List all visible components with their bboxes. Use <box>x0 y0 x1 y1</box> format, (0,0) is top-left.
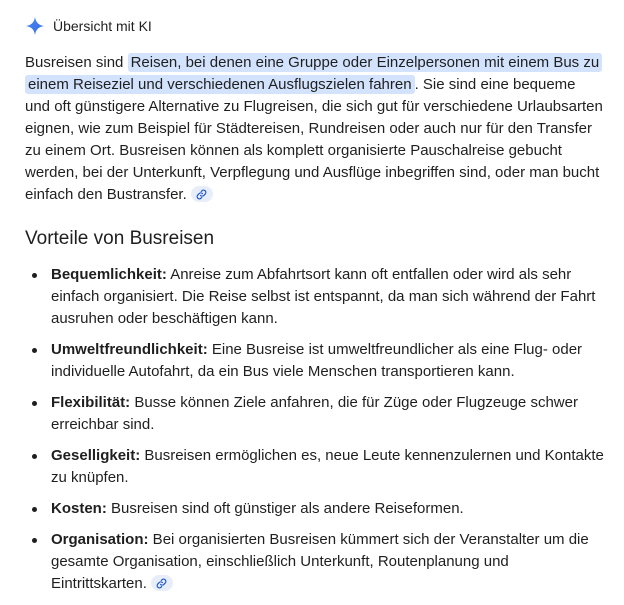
list-item <box>25 445 604 489</box>
item-text: Eine Busreise ist umweltfreundlicher als eine Flug- oder individuelle Autofahrt, da ein Bus viele Menschen transportieren kann. <box>51 341 583 380</box>
link-icon <box>196 189 207 200</box>
item-text: Busreisen sind oft günstiger als andere Reiseformen. <box>106 500 464 517</box>
source-link-chip[interactable] <box>151 575 173 591</box>
bullet-dot <box>32 401 37 406</box>
bullet-dot <box>32 348 37 353</box>
item-text: Busse können Ziele anfahren, die für Züge oder Flugzeuge schwer erreichbar sind. <box>51 394 578 433</box>
list-item <box>25 529 604 595</box>
bullet-dot <box>32 454 37 459</box>
ai-overview-header <box>25 14 604 38</box>
item-term: Kosten: <box>51 500 107 517</box>
item-text: Anreise zum Abfahrtsort kann oft entfallen oder wird als sehr einfach organisiert. Die Reise selbst ist entspannt, da man sich während der Fahrt ausruhen oder beschäftigen kann. <box>51 266 596 327</box>
intro-text-after: . Sie sind eine bequeme und oft günstigere Alternative zu Flugreisen, die sich gut für verschiedene Urlaubsarten eignen, wie zum Beispiel für Städtereisen, Rundreisen oder auch nur für den Transfer zu einem Ort. Busreisen können als komplett organisierte Pauschalreise gebucht werden, bei der Unterkunft, Verpflegung und Ausflüge inbegriffen sind, oder man bucht einfach den Bustransfer. <box>25 76 603 203</box>
item-term: Umweltfreundlichkeit: <box>51 341 208 358</box>
item-term: Bequemlichkeit: <box>51 266 167 283</box>
intro-text-before: Busreisen sind <box>25 54 128 71</box>
gemini-spark-icon <box>25 16 45 36</box>
item-text: Bei organisierten Busreisen kümmert sich der Veranstalter um die gesamte Organisation, einschließlich Unterkunft, Routenplanung und Eintrittskarten. <box>51 531 589 592</box>
list-item <box>25 498 604 520</box>
ai-overview-title: Übersicht mit KI <box>53 18 152 34</box>
bullet-dot <box>32 507 37 512</box>
list-item <box>25 339 604 383</box>
list-item <box>25 392 604 436</box>
item-term: Flexibilität: <box>51 394 131 411</box>
intro-paragraph <box>25 52 604 206</box>
advantages-list <box>25 264 604 595</box>
source-link-chip[interactable] <box>191 186 213 202</box>
section-heading: Vorteile von Busreisen <box>25 228 215 249</box>
list-item <box>25 264 604 330</box>
item-text: Busreisen ermöglichen es, neue Leute kennenzulernen und Kontakte zu knüpfen. <box>51 447 604 486</box>
bullet-dot <box>32 273 37 278</box>
item-term: Organisation: <box>51 531 149 548</box>
bullet-dot <box>32 538 37 543</box>
link-icon <box>156 578 167 589</box>
intro-highlight[interactable]: Reisen, bei denen eine Gruppe oder Einzelpersonen mit einem Bus zu einem Reiseziel und verschiedenen Ausflugszielen fahren <box>25 53 602 94</box>
item-term: Geselligkeit: <box>51 447 141 464</box>
